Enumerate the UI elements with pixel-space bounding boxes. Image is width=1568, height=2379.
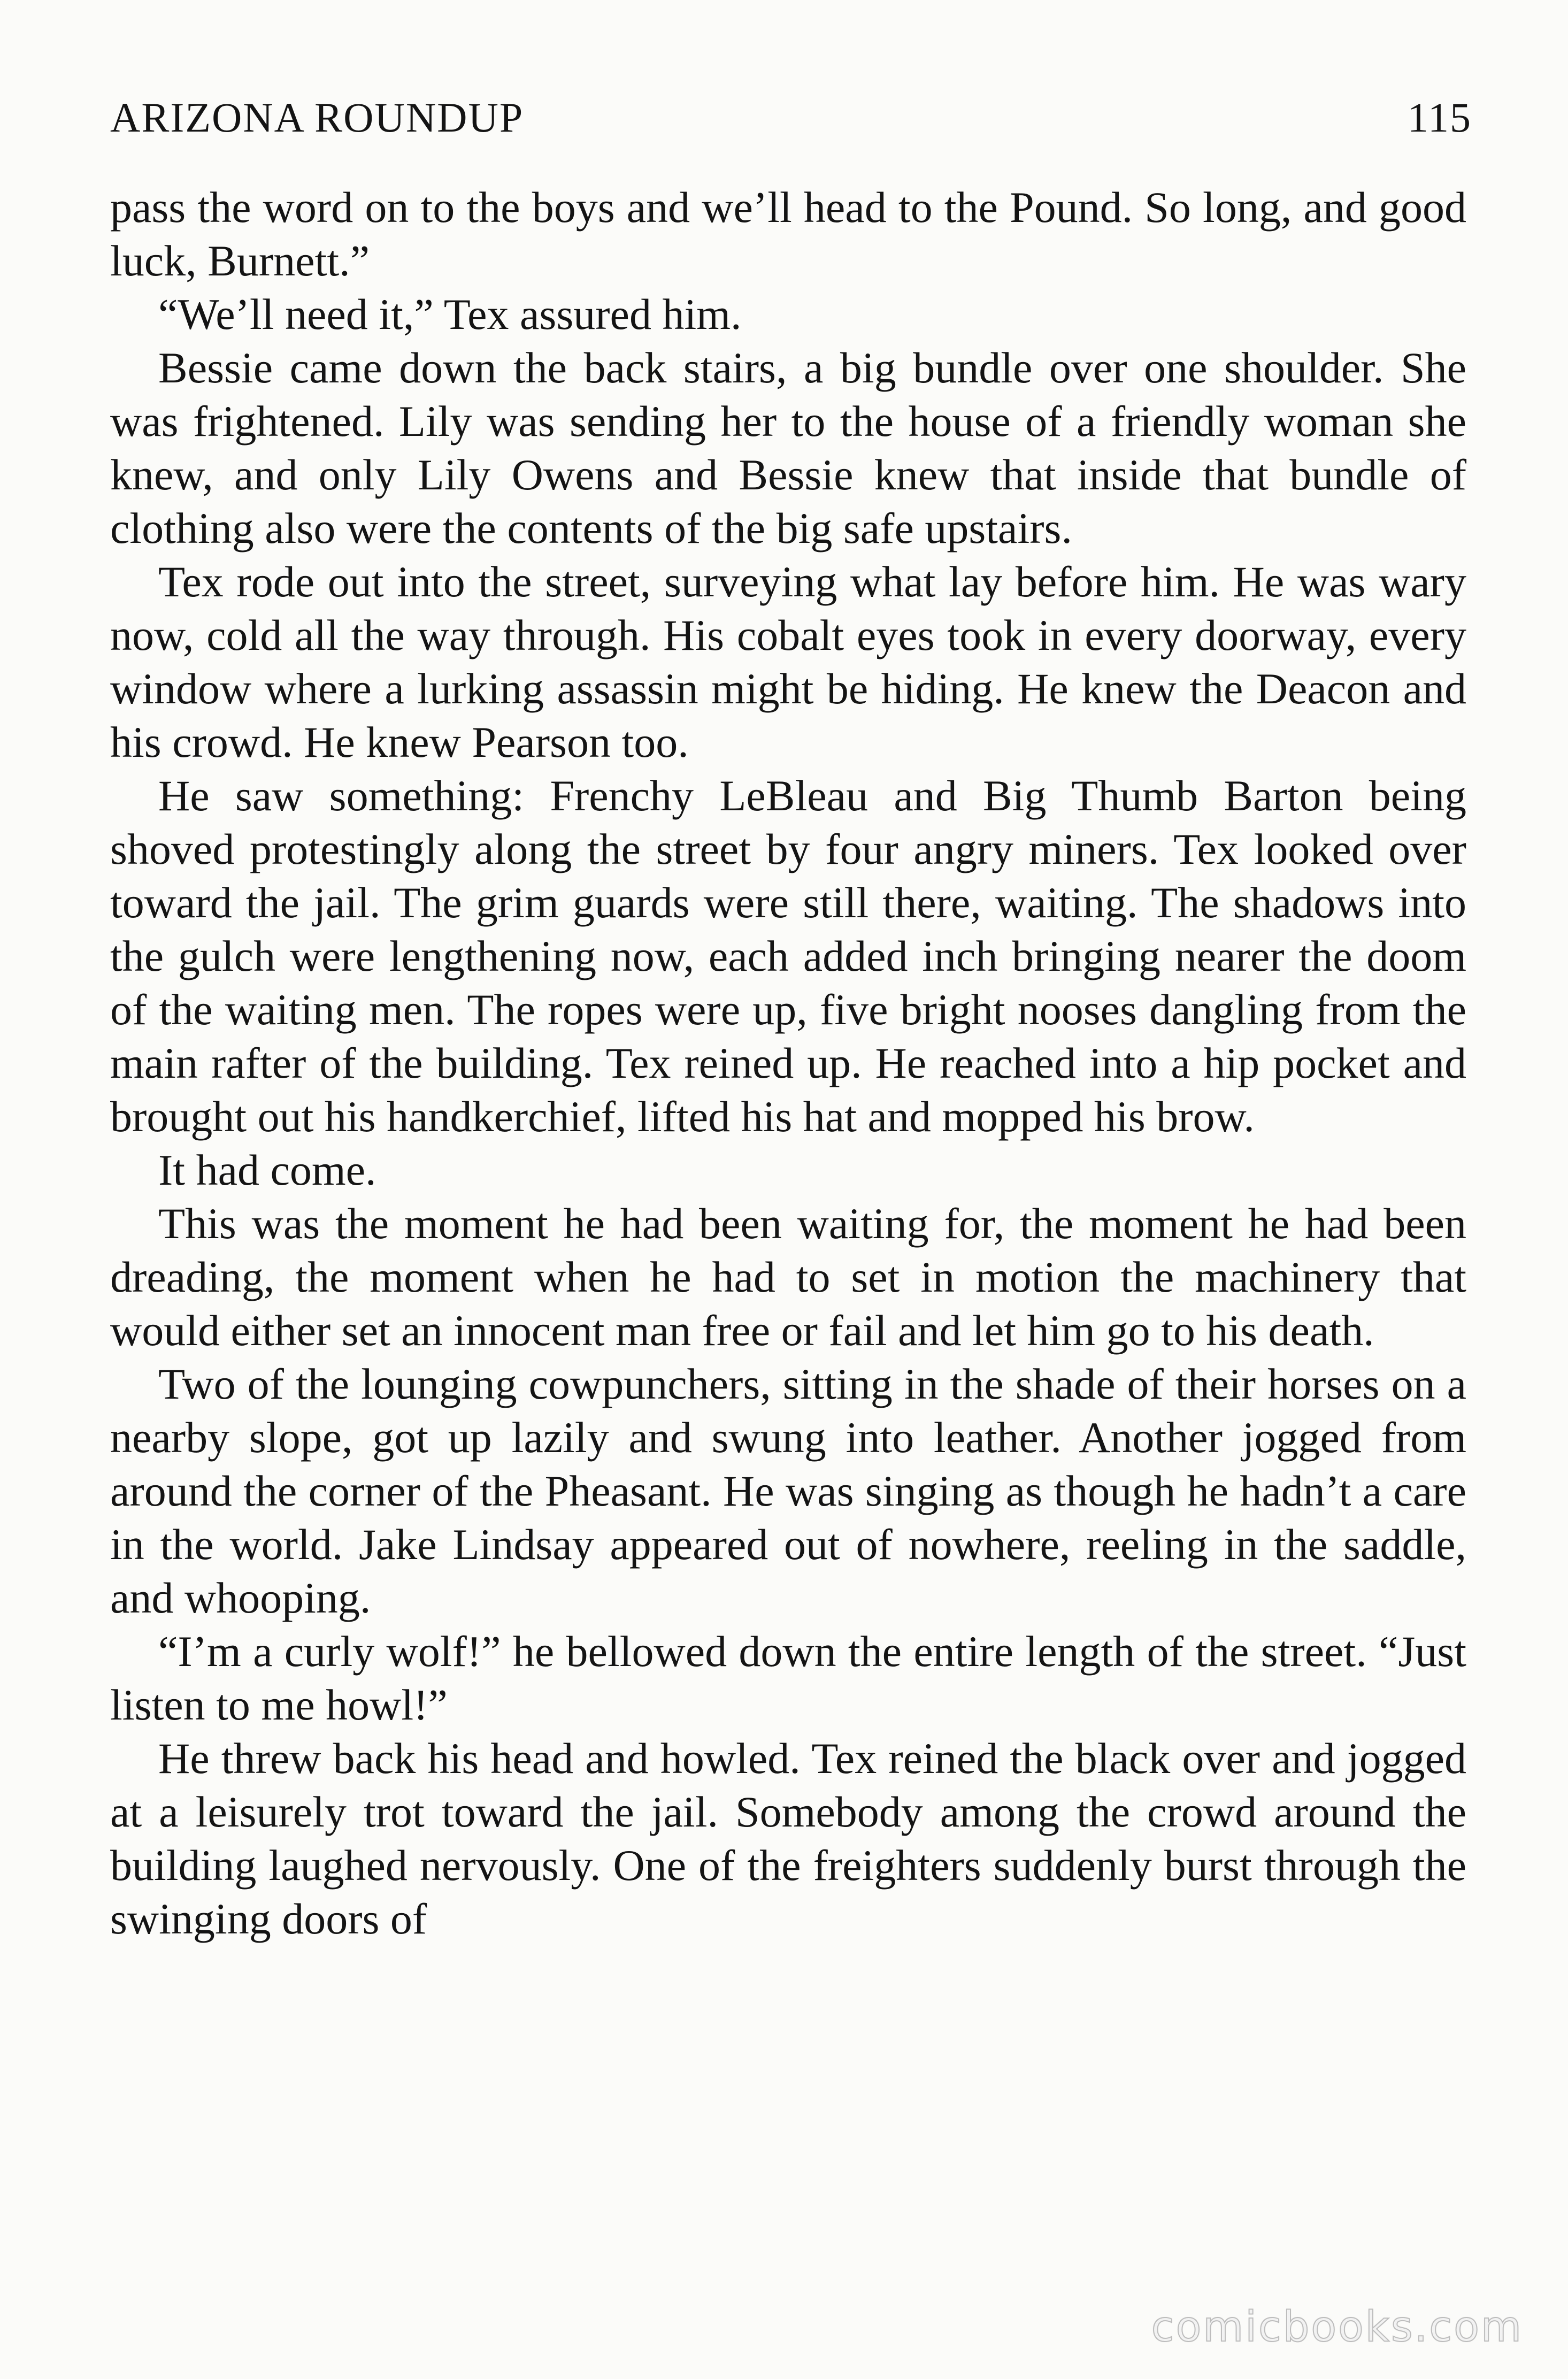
- paragraph: He saw something: Frenchy LeBleau and Big Thumb Barton being shoved protestingly along the street by four angry miners. Tex looked over toward the jail. The grim guards were still there, waiting. The shadows into the gulch were lengthening now, each added inch bringing nearer the doom of the waiting men. The ropes were up, five bright nooses dangling from the main rafter of the building. Tex reined up. He reached into a hip pocket and brought out his handkerchief, lifted his hat and mopped his brow.: [110, 771, 1466, 1141]
- paragraph: He threw back his head and howled. Tex reined the black over and jogged at a leisurely trot toward the jail. Somebody among the crowd around the building laughed nervously. One of the freighters suddenly burst through the swinging doors of: [110, 1734, 1466, 1943]
- paragraph: This was the moment he had been waiting for, the moment he had been dreading, the moment when he had to set in motion the machinery that would either set an innocent man free or fail and let him go to his death.: [110, 1199, 1466, 1355]
- paragraph-continued: pass the word on to the boys and we’ll head to the Pound. So long, and good luck, Burnett.”: [110, 183, 1466, 285]
- paragraph: Bessie came down the back stairs, a big bundle over one shoulder. She was frightened. Lily was sending her to the house of a friendly woman she knew, and only Lily Owens and Bessie knew that inside that bundle of clothing also were the contents of the big safe upstairs.: [110, 343, 1466, 552]
- book-title: ARIZONA ROUNDUP: [110, 94, 524, 141]
- page-number: 115: [1407, 94, 1472, 141]
- body-text: [110, 181, 1466, 1946]
- paragraph: “We’ll need it,” Tex assured him.: [158, 290, 742, 339]
- site-watermark: comicbooks.com: [1151, 2303, 1523, 2351]
- running-head: [110, 94, 1472, 158]
- paragraph: Tex rode out into the street, surveying what lay before him. He was wary now, cold all the way through. His cobalt eyes took in every doorway, every window where a lurking assassin might be hiding. He knew the Deacon and his crowd. He knew Pearson too.: [110, 557, 1466, 766]
- paragraph: Two of the lounging cowpunchers, sitting in the shade of their horses on a nearby slope, got up lazily and swung into leather. Another jogged from around the corner of the Pheasant. He was singing as though he hadn’t a care in the world. Jake Lindsay appeared out of nowhere, reeling in the saddle, and whooping.: [110, 1360, 1466, 1622]
- paragraph: It had come.: [158, 1146, 376, 1194]
- paragraph: “I’m a curly wolf!” he bellowed down the entire length of the street. “Just listen to me howl!”: [110, 1627, 1466, 1729]
